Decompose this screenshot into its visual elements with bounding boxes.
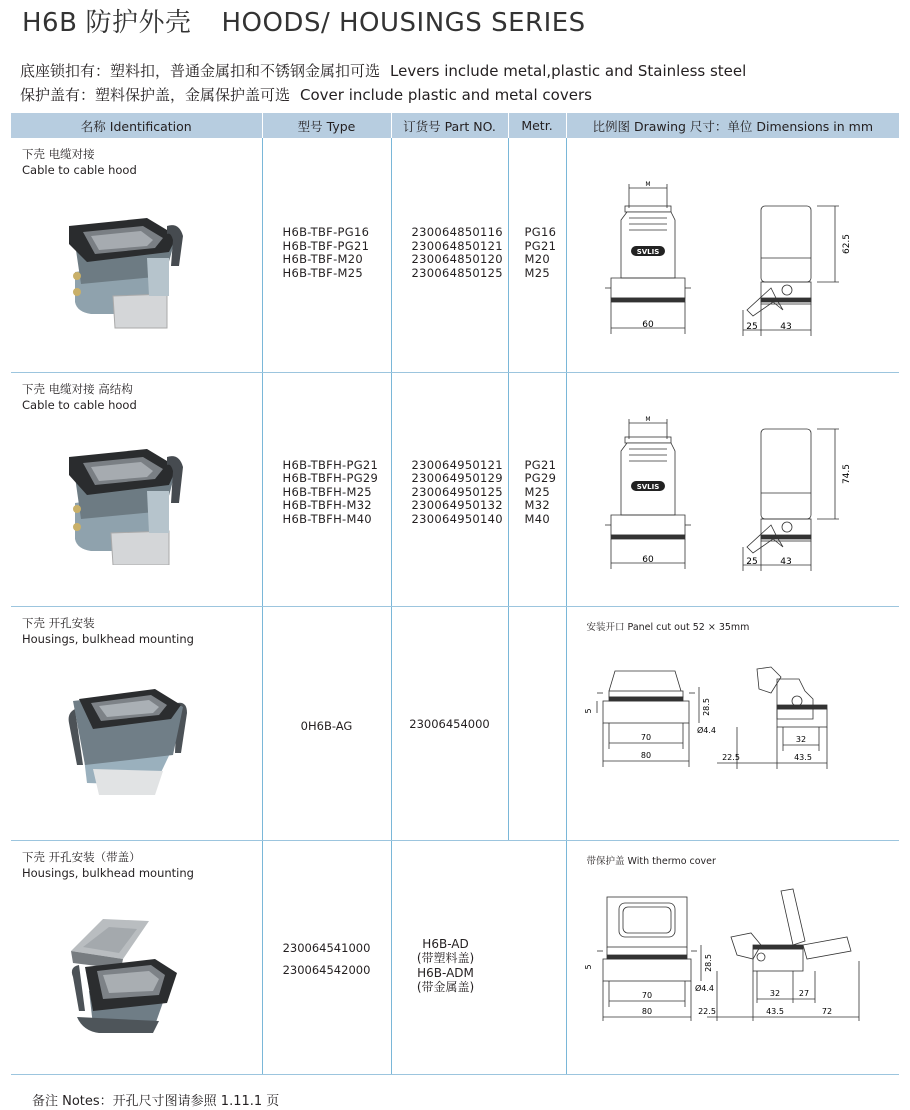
dim-height: 62.5 [841,233,852,255]
metr-item: M32 [524,498,550,512]
dim-side-b: 43 [779,322,792,332]
type-item: H6B-TBFH-PG21 [282,457,379,472]
part-item: H6B-ADM [417,965,474,980]
type-item: 0H6B-AG [300,718,353,733]
type-item: H6B-TBFH-M32 [282,498,372,512]
name-en: Housings, bulkhead mounting [22,631,194,646]
table-row [11,840,899,1074]
part-item: 230064950140 [411,511,503,526]
metr-item: PG29 [524,471,557,485]
dim-5: 5 [583,707,593,714]
metr-item: PG21 [524,238,557,253]
dim-43-5: 43.5 [765,1006,784,1016]
part-item: 230064850120 [411,252,503,266]
dim-32: 32 [769,988,780,998]
drawing-cell [566,138,899,372]
col-type: 型号 Type [262,113,391,138]
col-drawing: 比例图 Drawing 尺寸：单位 Dimensions in mm [566,113,899,138]
identification-cell [11,138,262,372]
hood-drawing [567,138,900,372]
page-notes: 备注 Notes：开孔尺寸图请参照 1.11.1 页 [32,1094,280,1109]
dim-5: 5 [583,963,593,970]
type-item: H6B-TBF-PG16 [282,225,370,239]
dim-43-5: 43.5 [793,752,812,762]
dim-80: 80 [640,750,651,760]
table-row [11,138,899,372]
name-cn: 下壳 电缆对接 [22,147,95,161]
metr-cell [508,372,566,606]
part-item: (带金属盖) [416,980,475,994]
type-item: 230064542000 [282,962,371,977]
housing-drawing [567,607,900,841]
dim-28-5: 28.5 [703,953,713,972]
page-title [22,2,586,39]
table-header [11,113,899,138]
metr-item: PG21 [524,457,557,472]
drawing-cell [566,606,899,840]
hood-drawing-high [567,373,900,607]
dim-m: M [644,415,651,423]
dim-28-5: 28.5 [701,697,711,716]
metr-cell [508,138,566,372]
dim-32: 32 [795,734,806,744]
metr-cell [508,606,566,840]
dim-side-a: 25 [745,556,758,567]
part-cell [391,606,508,840]
identification-cell [11,372,262,606]
type-item: H6B-TBFH-M25 [282,484,372,499]
table-row [11,606,899,840]
metr-item: M20 [524,252,550,266]
part-item: 230064850116 [411,225,503,239]
title-code: H6B [22,8,78,38]
title-cn: 防护外壳 [85,8,192,38]
type-item: H6B-TBF-PG21 [282,238,370,253]
dim-27: 27 [798,988,809,998]
brand-label: SVLIS [636,248,659,256]
housing-with-cover-photo [63,907,193,1042]
drawing-cell [566,840,899,1074]
title-en: HOODS/ HOUSINGS SERIES [221,8,586,38]
dim-80: 80 [641,1006,652,1016]
dim-m: M [644,181,651,188]
part-cell [391,138,508,372]
part-cell [391,840,566,1074]
type-cell [262,372,391,606]
metr-item: PG16 [524,225,557,239]
dim-width: 60 [641,554,654,565]
housing-with-cover-drawing [567,841,900,1075]
dim-22-5: 22.5 [721,752,740,762]
dim-22-5: 22.5 [697,1006,716,1016]
part-cell [391,372,508,606]
type-item: H6B-TBF-M25 [282,265,363,280]
dim-72: 72 [821,1006,832,1016]
identification-cell [11,840,262,1074]
type-item: H6B-TBFH-M40 [282,511,372,526]
intro-line-levers: 底座锁扣有：塑料扣，普通金属扣和不锈钢金属扣可选 Levers include metal,plastic and Stainless steel [20,62,747,80]
type-cell [262,606,391,840]
spec-table [11,113,899,1075]
drawing-cell [566,372,899,606]
part-item: 230064850125 [411,265,503,280]
panel-cutout-note: 安装开口 Panel cut out 52 × 35mm [586,621,750,633]
housing-photo [59,673,189,803]
dim-width: 60 [641,320,654,330]
thermo-cover-note: 带保护盖 With thermo cover [586,855,716,867]
brand-label: SVLIS [636,482,659,491]
col-identification: 名称 Identification [11,113,262,138]
dim-70: 70 [640,732,651,742]
part-item: 23006454000 [409,716,490,731]
col-part-no: 订货号 Part NO. [391,113,508,138]
part-item: (带塑料盖) [416,951,475,965]
part-item: 230064950121 [411,457,503,472]
type-item: H6B-TBFH-PG29 [282,471,379,485]
identification-cell [11,606,262,840]
dim-side-a: 25 [745,322,758,332]
type-item: H6B-TBF-M20 [282,252,363,266]
table-row [11,372,899,606]
intro-line-covers: 保护盖有：塑料保护盖，金属保护盖可选 Cover include plastic and metal covers [20,86,592,104]
name-cn: 下壳 开孔安装（带盖） [22,849,141,864]
dim-70: 70 [641,990,652,1000]
dim-height: 74.5 [841,463,852,484]
part-item: 230064850121 [411,238,503,253]
metr-item: M25 [524,265,550,280]
part-item: 230064950132 [411,498,503,512]
metr-item: M40 [524,511,550,526]
dim-hole: Ø4.4 [694,983,714,993]
name-cn: 下壳 电缆对接 高结构 [22,381,133,396]
name-en: Housings, bulkhead mounting [22,865,194,880]
part-item: 230064950129 [411,471,503,485]
hood-photo [53,200,183,330]
hood-photo [53,435,183,565]
dim-hole: Ø4.4 [696,725,716,735]
name-en: Cable to cable hood [22,397,137,412]
part-item: H6B-AD [422,936,469,951]
col-metr: Metr. [508,113,566,138]
name-en: Cable to cable hood [22,163,137,177]
dim-side-b: 43 [779,556,792,567]
type-cell [262,138,391,372]
part-item: 230064950125 [411,484,503,499]
metr-item: M25 [524,484,550,499]
type-item: 230064541000 [282,940,371,955]
name-cn: 下壳 开孔安装 [22,615,95,630]
